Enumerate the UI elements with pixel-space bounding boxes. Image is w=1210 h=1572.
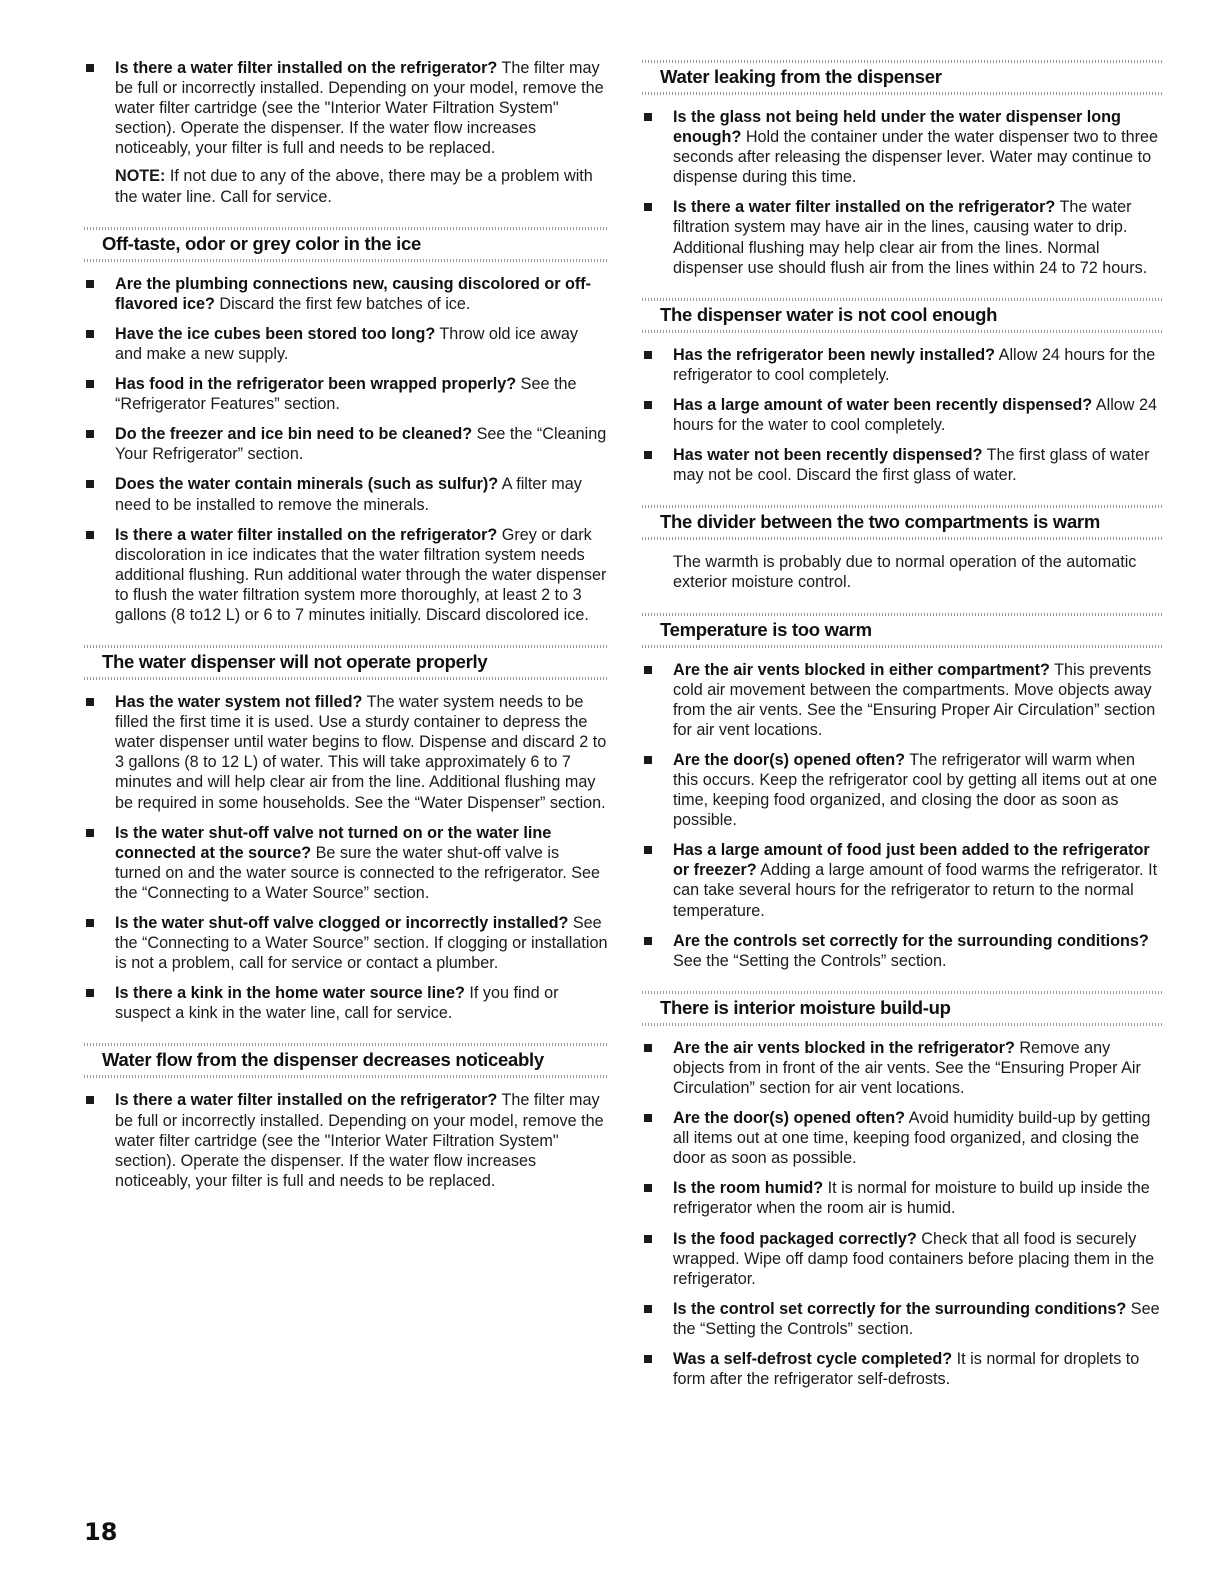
section-heading: The water dispenser will not operate properly: [84, 645, 608, 680]
item-answer: Allow 24 hours for the refrigerator to cool completely.: [673, 345, 1156, 384]
troubleshooting-item: [642, 445, 1164, 485]
item-answer: Be sure the water shut-off valve is turned on and the water source is connected to the refrigerator. See the “Connecting to a Water Source” section.: [115, 843, 601, 902]
item-question: Is there a water filter installed on the refrigerator?: [673, 198, 1056, 217]
section-heading: The divider between the two compartments is warm: [642, 505, 1164, 540]
troubleshooting-item: [642, 1038, 1164, 1098]
item-answer: Avoid humidity build-up by getting all items out at one time, keeping food organized, and closing the door as soon as possible.: [673, 1109, 1151, 1168]
item-question: Was a self-defrost cycle completed?: [673, 1350, 953, 1369]
item-answer: Throw old ice away and make a new supply.: [115, 324, 578, 363]
item-question: Is the room humid?: [673, 1179, 824, 1198]
item-answer: See the “Setting the Controls” section.: [673, 951, 947, 970]
troubleshooting-item: [84, 374, 608, 414]
square-bullet-icon: [86, 280, 94, 288]
item-question: Are the door(s) opened often?: [673, 750, 906, 769]
item-answer: Remove any objects from in front of the air vents. See the “Ensuring Proper Air Circulation” section for air vent locations.: [673, 1038, 1141, 1097]
troubleshooting-item: [84, 692, 608, 813]
square-bullet-icon: [86, 531, 94, 539]
square-bullet-icon: [644, 401, 652, 409]
troubleshooting-item: [84, 424, 608, 464]
square-bullet-icon: [86, 1096, 94, 1104]
troubleshooting-item: [84, 913, 608, 973]
item-answer: The filter may be full or incorrectly installed. Depending on your model, remove the water filter cartridge (see the "Interior Water Filtration System" section). Operate the dispenser. If the water flow increases noticeably, your filter is full and needs to be replaced.: [115, 59, 604, 158]
item-question: Is the food packaged correctly?: [673, 1229, 917, 1248]
item-answer: The first glass of water may not be cool. Discard the first glass of water.: [673, 446, 1150, 485]
troubleshooting-item: [84, 1090, 608, 1190]
item-question: Has water not been recently dispensed?: [673, 446, 983, 465]
item-question: Is the control set correctly for the surrounding conditions?: [673, 1299, 1127, 1318]
troubleshooting-item: [84, 823, 608, 903]
item-answer: The water system needs to be filled the first time it is used. Use a sturdy container to depress the water dispenser until water begins to flow. Dispense and discard 2 to 3 gallons (8 to 12 L) of water. This will take approximately 6 to 7 minutes and will help clear air from the line. Additional flushing may be required in some households. See the “Water Dispenser” section.: [115, 693, 607, 812]
item-question: Has the water system not filled?: [115, 693, 363, 712]
item-question: Is there a water filter installed on the refrigerator?: [115, 1091, 498, 1110]
square-bullet-icon: [644, 203, 652, 211]
item-question: Has a large amount of water been recently dispensed?: [673, 395, 1093, 414]
square-bullet-icon: [644, 1044, 652, 1052]
troubleshooting-item: [642, 840, 1164, 920]
item-answer: See the “Connecting to a Water Source” section. If clogging or installation is not a problem, call for service or contact a plumber.: [115, 914, 608, 973]
note-text: If not due to any of the above, there may be a problem with the water line. Call for service.: [115, 167, 593, 206]
square-bullet-icon: [644, 937, 652, 945]
item-answer: The refrigerator will warm when this occurs. Keep the refrigerator cool by getting all items out at one time, keeping food organized, and closing the door as soon as possible.: [673, 750, 1158, 830]
item-answer: This prevents cold air movement between the compartments. Move objects away from the air vents. See the “Ensuring Proper Air Circulation” section for air vent locations.: [673, 660, 1156, 739]
item-question: Is there a water filter installed on the refrigerator?: [115, 59, 498, 77]
item-question: Have the ice cubes been stored too long?: [115, 324, 436, 343]
item-answer: The water filtration system may have air in the lines, causing water to drip. Additional flushing may help clear air from the lines. Normal dispenser use should flush air from the lines within 24 to 72 hours.: [673, 198, 1148, 277]
troubleshooting-item: [642, 1299, 1164, 1339]
square-bullet-icon: [86, 380, 94, 388]
page-number: 18: [84, 1518, 118, 1546]
item-answer: Hold the container under the water dispenser two to three seconds after releasing the dispenser lever. Water may continue to dispense during this time.: [673, 128, 1158, 187]
item-question: Is the water shut-off valve clogged or incorrectly installed?: [115, 914, 569, 932]
square-bullet-icon: [86, 480, 94, 488]
item-question: Are the air vents blocked in the refrigerator?: [673, 1038, 1015, 1057]
square-bullet-icon: [86, 989, 94, 997]
square-bullet-icon: [86, 829, 94, 837]
square-bullet-icon: [644, 846, 652, 854]
square-bullet-icon: [86, 919, 94, 927]
item-answer: Adding a large amount of food warms the refrigerator. It can take several hours for the refrigerator to return to the normal temperature.: [673, 861, 1158, 920]
square-bullet-icon: [644, 756, 652, 764]
troubleshooting-item: [642, 1178, 1164, 1218]
item-question: Are the air vents blocked in either compartment?: [673, 660, 1050, 679]
troubleshooting-item: [642, 1229, 1164, 1289]
troubleshooting-item: [84, 58, 608, 158]
troubleshooting-item: [84, 983, 608, 1023]
item-question: Are the controls set correctly for the surrounding conditions?: [673, 931, 1149, 950]
square-bullet-icon: [644, 1305, 652, 1313]
item-question: Has a large amount of food just been added to the refrigerator or freezer?: [673, 841, 1150, 880]
item-question: Are the door(s) opened often?: [673, 1109, 906, 1128]
square-bullet-icon: [644, 666, 652, 674]
item-question: Do the freezer and ice bin need to be cleaned?: [115, 425, 473, 444]
item-answer: Check that all food is securely wrapped. Wipe off damp food containers before placing them in the refrigerator.: [673, 1229, 1155, 1288]
left-column: [84, 58, 608, 1201]
square-bullet-icon: [644, 1184, 652, 1192]
item-answer: If you find or suspect a kink in the water line, call for service.: [115, 984, 559, 1023]
square-bullet-icon: [86, 330, 94, 338]
item-answer: Allow 24 hours for the water to cool completely.: [673, 395, 1157, 435]
item-answer: See the “Cleaning Your Refrigerator” section.: [115, 425, 607, 464]
item-question: Are the plumbing connections new, causing discolored or off-flavored ice?: [115, 274, 592, 313]
section-heading: There is interior moisture build-up: [642, 991, 1164, 1026]
item-answer: It is normal for droplets to form after the refrigerator self-defrosts.: [673, 1350, 1140, 1389]
section-heading: The dispenser water is not cool enough: [642, 298, 1164, 333]
item-answer: See the “Setting the Controls” section.: [673, 1299, 1160, 1338]
square-bullet-icon: [86, 64, 94, 72]
item-question: Is the water shut-off valve not turned on or the water line connected at the source?: [115, 823, 552, 862]
troubleshooting-item: [642, 931, 1164, 971]
troubleshooting-item: [84, 474, 608, 514]
square-bullet-icon: [86, 698, 94, 706]
right-column: [642, 58, 1164, 1399]
troubleshooting-item: [642, 1349, 1164, 1389]
section-heading: Off-taste, odor or grey color in the ice: [84, 227, 608, 262]
square-bullet-icon: [86, 430, 94, 438]
troubleshooting-item: [642, 345, 1164, 385]
section-heading: Water flow from the dispenser decreases noticeably: [84, 1043, 608, 1078]
item-answer: Discard the first few batches of ice.: [214, 294, 471, 313]
note: [84, 166, 608, 206]
troubleshooting-item: [642, 1108, 1164, 1168]
note-label: NOTE:: [115, 167, 166, 186]
section-paragraph: The warmth is probably due to normal operation of the automatic exterior moisture control.: [673, 553, 1137, 592]
item-answer: The filter may be full or incorrectly installed. Depending on your model, remove the water filter cartridge (see the "Interior Water Filtration System" section). Operate the dispenser. If the water flow increases noticeably, your filter is full and needs to be replaced.: [115, 1091, 604, 1190]
section-heading: Water leaking from the dispenser: [642, 60, 1164, 95]
square-bullet-icon: [644, 1114, 652, 1122]
item-question: Is there a water filter installed on the refrigerator?: [115, 525, 498, 544]
square-bullet-icon: [644, 1235, 652, 1243]
item-answer: Grey or dark discoloration in ice indicates that the water filtration system needs additional flushing. Run additional water through the water dispenser to flush the water filtration system more thoroughly, at least 2 to 3 gallons (8 to12 L) or 6 to 7 minutes initially. Discard discolored ice.: [115, 525, 607, 624]
item-answer: See the “Refrigerator Features” section.: [115, 375, 577, 414]
item-question: Has food in the refrigerator been wrapped properly?: [115, 375, 517, 394]
troubleshooting-item: [642, 197, 1164, 277]
troubleshooting-item: [642, 750, 1164, 830]
troubleshooting-item: [642, 395, 1164, 435]
square-bullet-icon: [644, 113, 652, 121]
section-heading: Temperature is too warm: [642, 613, 1164, 648]
troubleshooting-item: [642, 660, 1164, 740]
item-answer: A filter may need to be installed to remove the minerals.: [115, 475, 582, 514]
item-question: Is the glass not being held under the water dispenser long enough?: [673, 108, 1121, 147]
square-bullet-icon: [644, 451, 652, 459]
troubleshooting-item: [642, 107, 1164, 187]
troubleshooting-item: [84, 274, 608, 314]
item-answer: It is normal for moisture to build up inside the refrigerator when the room air is humid.: [673, 1179, 1150, 1218]
troubleshooting-item: [84, 324, 608, 364]
item-question: Has the refrigerator been newly installed?: [673, 345, 996, 364]
square-bullet-icon: [644, 351, 652, 359]
troubleshooting-item: [84, 525, 608, 625]
square-bullet-icon: [644, 1355, 652, 1363]
item-question: Does the water contain minerals (such as sulfur)?: [115, 475, 499, 494]
item-question: Is there a kink in the home water source line?: [115, 984, 465, 1003]
